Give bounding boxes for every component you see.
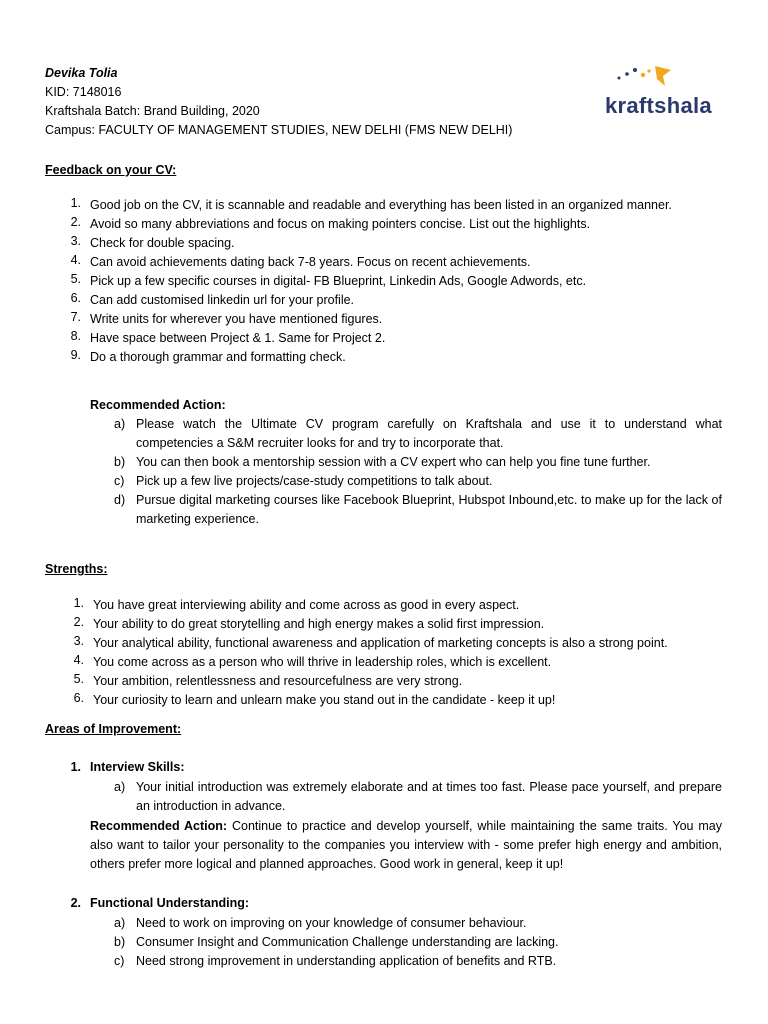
list-item-text: Your ambition, relentlessness and resourcefulness are very strong. <box>93 674 463 688</box>
list-item-text: Your analytical ability, functional awareness and application of marketing concepts is also a strong point. <box>93 636 668 650</box>
section-title: Functional Understanding: <box>90 896 250 910</box>
recommended-action-text: Continue to practice and develop yourself, while maintaining the same traits. You may also want to tailor your personality to the companies you interview with - some prefer high energy and ambition, others prefer more logical and planned approaches. Good work in general, keep it up! <box>90 819 723 871</box>
kid-line <box>45 83 121 102</box>
list-item-text: Write units for wherever you have mentioned figures. <box>90 312 383 326</box>
list-item-text: Pick up a few specific courses in digital- FB Blueprint, Linkedin Ads, Google Adwords, etc. <box>90 274 587 288</box>
list-item <box>0 329 768 348</box>
list-number: 1. <box>73 596 84 610</box>
strengths-heading: Strengths: <box>45 562 108 576</box>
list-item <box>0 272 768 291</box>
list-letter: a) <box>114 417 126 431</box>
list-item <box>0 596 768 615</box>
kid-label: KID: <box>45 85 70 99</box>
improvement-heading: Areas of Improvement: <box>45 722 182 736</box>
batch-year: 2020 <box>231 104 260 118</box>
list-number: 6. <box>70 291 81 305</box>
campus-line <box>45 121 512 140</box>
list-letter: c) <box>114 474 125 488</box>
section-number: 2. <box>70 896 81 910</box>
campus-value: FACULTY OF MANAGEMENT STUDIES, NEW DELHI (FMS NEW DELHI) <box>98 123 513 137</box>
batch-line <box>45 102 260 121</box>
list-item-text: Your initial introduction was extremely elaborate and at times too fast. Please pace yourself, and prepare an introduction in advance. <box>136 780 722 813</box>
list-number: 9. <box>70 348 81 362</box>
list-number: 1. <box>70 196 81 210</box>
list-item-text: Pick up a few live projects/case-study competitions to talk about. <box>136 474 493 488</box>
list-item-text: Can avoid achievements dating back 7-8 years. Focus on recent achievements. <box>90 255 531 269</box>
list-item <box>0 215 768 234</box>
cv-feedback-heading: Feedback on your CV: <box>45 163 177 177</box>
list-item-text: Check for double spacing. <box>90 236 235 250</box>
list-item-text: Your curiosity to learn and unlearn make you stand out in the candidate - keep it up! <box>93 693 556 707</box>
list-item <box>0 672 768 691</box>
interview-recommended-action <box>90 817 722 874</box>
list-number: 2. <box>70 215 81 229</box>
list-item <box>0 691 768 710</box>
cv-recommended-heading: Recommended Action: <box>90 398 226 412</box>
list-letter: b) <box>114 455 126 469</box>
campus-label: Campus: <box>45 123 96 137</box>
list-item-text: Need strong improvement in understanding application of benefits and RTB. <box>136 954 557 968</box>
batch-label: Kraftshala Batch: <box>45 104 141 118</box>
list-letter: a) <box>114 780 126 794</box>
list-number: 8. <box>70 329 81 343</box>
list-number: 4. <box>70 253 81 267</box>
list-number: 4. <box>73 653 84 667</box>
list-item-text: Have space between Project & 1. Same for Project 2. <box>90 331 386 345</box>
list-number: 2. <box>73 615 84 629</box>
list-item <box>0 291 768 310</box>
list-item-text: Do a thorough grammar and formatting check. <box>90 350 346 364</box>
section-title: Interview Skills: <box>90 760 185 774</box>
list-item-text: You can then book a mentorship session with a CV expert who can help you fine tune further. <box>136 455 651 469</box>
list-item <box>0 348 768 367</box>
list-number: 6. <box>73 691 84 705</box>
list-item-text: Good job on the CV, it is scannable and readable and everything has been listed in an organized manner. <box>90 198 672 212</box>
logo-mark-icon <box>605 62 677 92</box>
list-item-text: Please watch the Ultimate CV program carefully on Kraftshala and use it to understand what competencies a S&M recruiter looks for and try to incorporate that. <box>136 417 722 450</box>
list-item-text: You have great interviewing ability and come across as good in every aspect. <box>93 598 520 612</box>
list-number: 7. <box>70 310 81 324</box>
list-item-text: Your ability to do great storytelling and high energy makes a solid first impression. <box>93 617 545 631</box>
list-item-text: Pursue digital marketing courses like Facebook Blueprint, Hubspot Inbound,etc. to make up for the lack of marketing experience. <box>136 493 722 526</box>
list-item-text: Can add customised linkedin url for your profile. <box>90 293 355 307</box>
list-item-text: You come across as a person who will thrive in leadership roles, which is excellent. <box>93 655 552 669</box>
kid-value: 7148016 <box>72 85 122 99</box>
list-item-text: Need to work on improving on your knowledge of consumer behaviour. <box>136 916 527 930</box>
list-number: 3. <box>70 234 81 248</box>
section-number: 1. <box>70 760 81 774</box>
list-letter: b) <box>114 935 126 949</box>
list-letter: c) <box>114 954 125 968</box>
list-item <box>0 234 768 253</box>
list-item <box>0 634 768 653</box>
list-number: 3. <box>73 634 84 648</box>
batch-value: Brand Building, <box>143 104 229 118</box>
list-item <box>0 253 768 272</box>
kraftshala-logo <box>605 62 715 122</box>
list-item <box>0 310 768 329</box>
list-item <box>0 196 768 215</box>
candidate-name: Devika Tolia <box>45 66 118 80</box>
list-item-text: Avoid so many abbreviations and focus on making pointers concise. List out the highlights. <box>90 217 591 231</box>
logo-text: kraftshala <box>605 93 712 118</box>
list-letter: d) <box>114 493 126 507</box>
list-letter: a) <box>114 916 126 930</box>
list-item-text: Consumer Insight and Communication Challenge understanding are lacking. <box>136 935 559 949</box>
list-number: 5. <box>73 672 84 686</box>
recommended-action-label: Recommended Action: <box>90 819 228 833</box>
list-item <box>0 615 768 634</box>
list-item <box>0 653 768 672</box>
list-number: 5. <box>70 272 81 286</box>
